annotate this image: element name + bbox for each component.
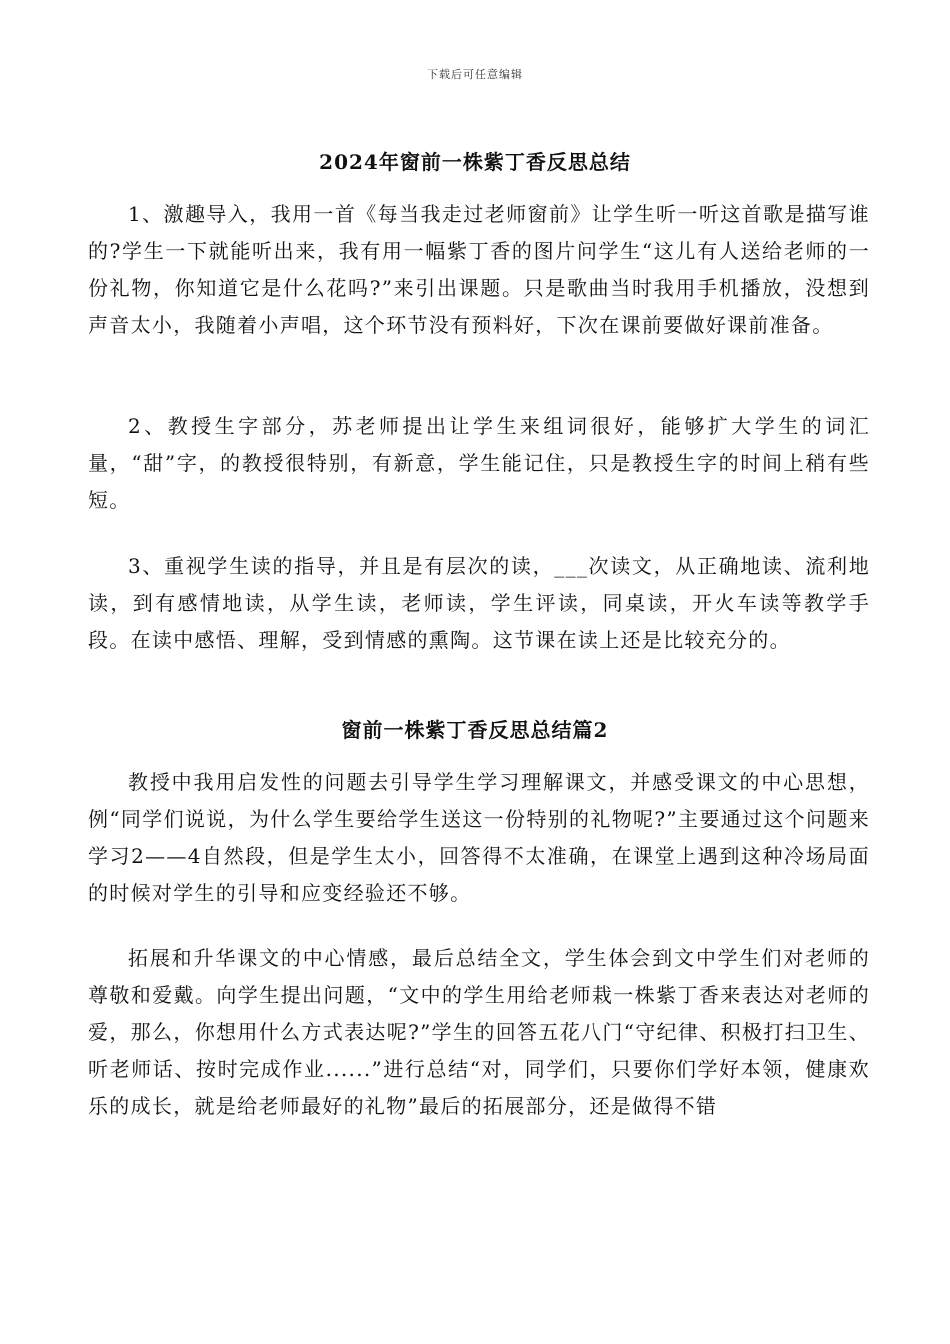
paragraph-3: 3、重视学生读的指导，并且是有层次的读，___次读文，从正确地读、流利地读，到有感情地读，从学生读，老师读，学生评读，同桌读，开火车读等教学手段。在读中感悟、理解，受到情感的熏陶。这节课在读上还是比较充分的。: [88, 554, 870, 652]
document-title: 2024年窗前一株紫丁香反思总结: [319, 150, 631, 174]
section-title-2: 窗前一株紫丁香反思总结篇2: [341, 718, 609, 742]
paragraph-4: 教授中我用启发性的问题去引导学生学习理解课文，并感受课文的中心思想，例“同学们说说，为什么学生要给学生送这一份特别的礼物呢?”主要通过这个问题来学习2——4自然段，但是学生太小，回答得不太准确，在课堂上遇到这种冷场局面的时候对学生的引导和应变经验还不够。: [88, 770, 870, 905]
paragraph-2: 2、教授生字部分，苏老师提出让学生来组词很好，能够扩大学生的词汇量，“甜”字，的教授很特别，有新意，学生能记住，只是教授生字的时间上稍有些短。: [88, 414, 870, 512]
paragraph-1: 1、激趣导入，我用一首《每当我走过老师窗前》让学生听一听这首歌是描写谁的?学生一下就能听出来，我有用一幅紫丁香的图片问学生“这儿有人送给老师的一份礼物，你知道它是什么花吗?”来引出课题。只是歌曲当时我用手机播放，没想到声音太小，我随着小声唱，这个环节没有预料好，下次在课前要做好课前准备。: [88, 202, 870, 337]
paragraph-5: 拓展和升华课文的中心情感，最后总结全文，学生体会到文中学生们对老师的尊敬和爱戴。向学生提出问题，“文中的学生用给老师栽一株紫丁香来表达对老师的爱，那么，你想用什么方式表达呢?”学生的回答五花八门“守纪律、积极打扫卫生、听老师话、按时完成作业......”进行总结“对，同学们，只要你们学好本领，健康欢乐的成长，就是给老师最好的礼物”最后的拓展部分，还是做得不错: [88, 946, 870, 1118]
header-note: 下载后可任意编辑: [427, 68, 523, 81]
